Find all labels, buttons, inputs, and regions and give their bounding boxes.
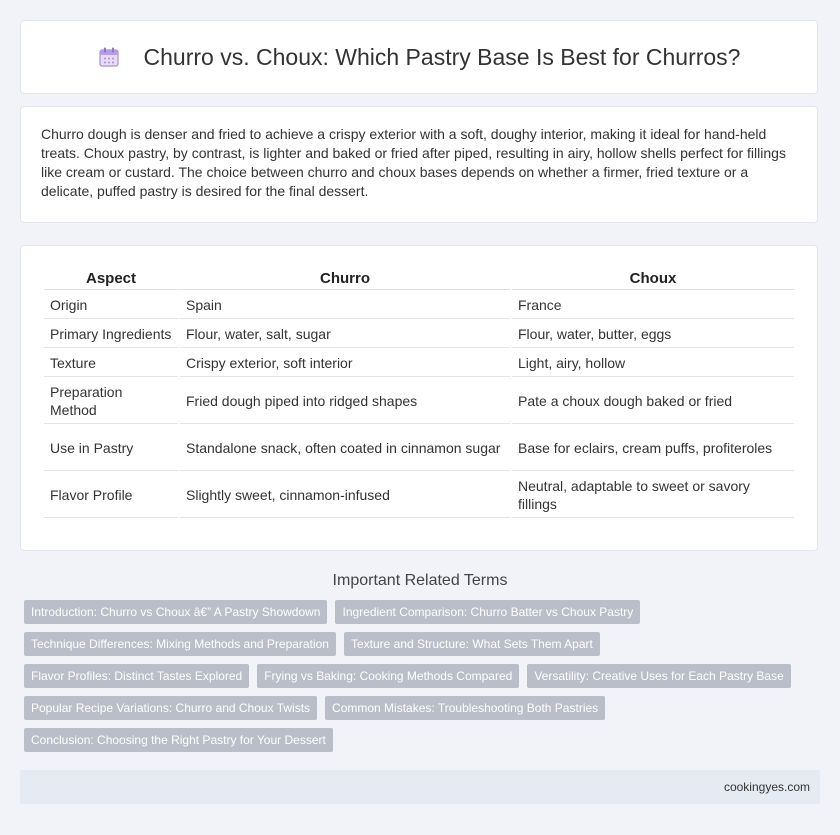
table-cell: Light, airy, hollow <box>512 350 794 377</box>
table-cell: Base for eclairs, cream puffs, profiteroles <box>512 426 794 471</box>
table-cell: Texture <box>44 350 178 377</box>
column-header-churro: Churro <box>180 268 510 290</box>
table-cell: Preparation Method <box>44 379 178 424</box>
footer <box>20 770 820 804</box>
table-row <box>44 379 794 424</box>
related-term-tag[interactable]: Ingredient Comparison: Churro Batter vs Choux Pastry <box>335 600 640 624</box>
related-term-tag[interactable]: Conclusion: Choosing the Right Pastry for Your Dessert <box>24 728 333 752</box>
table-cell: Standalone snack, often coated in cinnamon sugar <box>180 426 510 471</box>
related-terms-section <box>20 572 820 760</box>
comparison-card <box>20 245 818 551</box>
related-term-tag[interactable]: Introduction: Churro vs Choux â€” A Pastry Showdown <box>24 600 327 624</box>
table-cell: Primary Ingredients <box>44 321 178 348</box>
table-cell: Pate a choux dough baked or fried <box>512 379 794 424</box>
table-row <box>44 292 794 319</box>
intro-paragraph: Churro dough is denser and fried to achieve a crispy exterior with a soft, doughy interior, making it ideal for hand-held treats. Choux pastry, by contrast, is lighter and baked or fried after piped, resulting in airy, hollow shells perfect for fillings like cream or custard. The choice between churro and choux bases depends on whether a firmer, fried texture or a delicate, puffed pastry is desired for the final dessert. <box>41 126 786 199</box>
table-cell: Use in Pastry <box>44 426 178 471</box>
related-terms-list <box>20 600 820 760</box>
table-cell: France <box>512 292 794 319</box>
table-cell: Crispy exterior, soft interior <box>180 350 510 377</box>
related-term-tag[interactable]: Popular Recipe Variations: Churro and Choux Twists <box>24 696 317 720</box>
related-term-tag[interactable]: Technique Differences: Mixing Methods and Preparation <box>24 632 336 656</box>
related-term-tag[interactable]: Frying vs Baking: Cooking Methods Compared <box>257 664 519 688</box>
table-row <box>44 426 794 471</box>
table-cell: Flour, water, butter, eggs <box>512 321 794 348</box>
comparison-table <box>42 266 796 520</box>
table-cell: Flour, water, salt, sugar <box>180 321 510 348</box>
column-header-aspect: Aspect <box>44 268 178 290</box>
table-cell: Fried dough piped into ridged shapes <box>180 379 510 424</box>
related-term-tag[interactable]: Flavor Profiles: Distinct Tastes Explored <box>24 664 249 688</box>
table-cell: Slightly sweet, cinnamon-infused <box>180 473 510 518</box>
calendar-icon <box>98 46 120 68</box>
related-terms-title: Important Related Terms <box>332 572 508 589</box>
table-cell: Neutral, adaptable to sweet or savory fillings <box>512 473 794 518</box>
table-header-row <box>44 268 794 290</box>
related-term-tag[interactable]: Common Mistakes: Troubleshooting Both Pastries <box>325 696 605 720</box>
table-row <box>44 321 794 348</box>
page-title <box>98 44 741 71</box>
column-header-choux: Choux <box>512 268 794 290</box>
related-term-tag[interactable]: Versatility: Creative Uses for Each Pastry Base <box>527 664 790 688</box>
intro-card <box>20 106 818 223</box>
table-row <box>44 350 794 377</box>
footer-site-link[interactable]: cookingyes.com <box>723 780 810 794</box>
title-card <box>20 20 818 94</box>
table-cell: Origin <box>44 292 178 319</box>
page-title-text: Churro vs. Choux: Which Pastry Base Is Best for Churros? <box>143 43 741 70</box>
table-cell: Flavor Profile <box>44 473 178 518</box>
table-cell: Spain <box>180 292 510 319</box>
related-term-tag[interactable]: Texture and Structure: What Sets Them Apart <box>344 632 600 656</box>
table-row <box>44 473 794 518</box>
